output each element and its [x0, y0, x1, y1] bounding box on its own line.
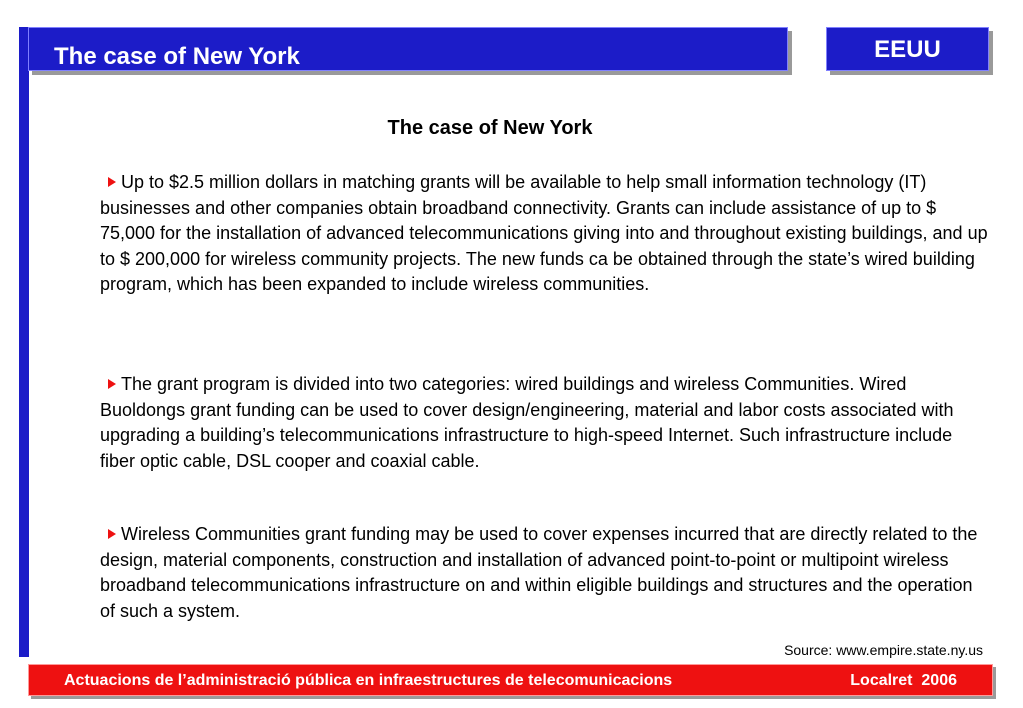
- footer-title: Actuacions de l’administració pública en infraestructures de telecomunicacions: [64, 672, 673, 689]
- source-citation: Source: www.empire.state.ny.us: [784, 642, 983, 658]
- bullet-text-3: Wireless Communities grant funding may be used to cover expenses incurred that are directly related to the design, material components, construction and installation of advanced point-to-point or multipoint wireless broadband telecommunications infrastructure on and within eligible buildings and structures and the operation of such a system.: [100, 524, 978, 621]
- footer-banner: [28, 664, 993, 696]
- page-title: The case of New York: [54, 43, 300, 70]
- title-banner: [28, 27, 788, 71]
- slide-heading: The case of New York: [387, 117, 593, 139]
- red-triangle-arrow-icon: [108, 529, 116, 539]
- bullet-item-3: [100, 522, 990, 624]
- bullet-item-2: [100, 372, 990, 474]
- region-badge: [826, 27, 989, 71]
- red-triangle-arrow-icon: [108, 379, 116, 389]
- bullet-item-1: [100, 170, 990, 298]
- region-badge-label: EEUU: [874, 36, 941, 63]
- left-accent-bar: [19, 27, 29, 657]
- red-triangle-arrow-icon: [108, 177, 116, 187]
- footer-credit: Localret 2006: [850, 672, 957, 689]
- bullet-text-2: The grant program is divided into two categories: wired buildings and wireless Communities. Wired Buoldongs grant funding can be used to cover design/engineering, material and labor costs associated with upgrading a building’s telecommunications infrastructure to high-speed Internet. Such infrastructure include fiber optic cable, DSL cooper and coaxial cable.: [100, 374, 954, 471]
- bullet-text-1: Up to $2.5 million dollars in matching grants will be available to help small information technology (IT) businesses and other companies obtain broadband connectivity. Grants can include assistance of up to $ 75,000 for the installation of advanced telecommunications giving into and throughout existing buildings, and up to $ 200,000 for wireless community projects. The new funds ca be obtained through the state’s wired building program, which has been expanded to include wireless communities.: [100, 172, 988, 294]
